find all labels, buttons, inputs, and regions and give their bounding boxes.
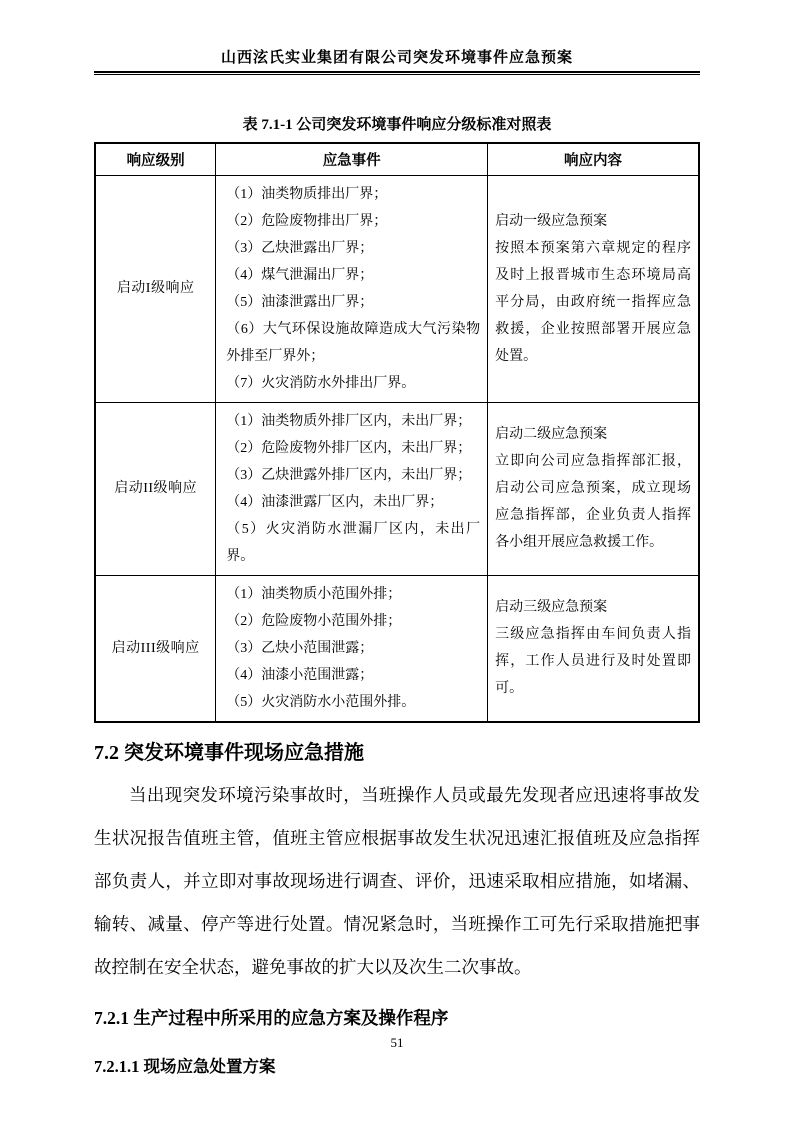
level-1-events [216,175,488,402]
event-item: （5）油漆泄露出厂界； [226,294,374,310]
response-line: 启动一级应急预案 [495,213,608,229]
running-header-title: 山西泫氏实业集团有限公司突发环境事件应急预案 [220,50,573,66]
level-3-events [216,575,488,722]
column-header-emergency-event: 应急事件 [216,143,488,175]
column-header-response-level: 响应级别 [95,143,216,175]
level-3-label: 启动III级响应 [95,575,216,722]
level-1-response [488,175,699,402]
response-line: 启动三级应急预案 [495,600,608,615]
section-paragraph-7-2: 当出现突发环境污染事故时，当班操作人员或最先发现者应迅速将事故发生状况报告值班主管，值班主管应根据事故发生状况迅速汇报值班及应急指挥部负责人，并立即对事故现场进行调查、评价，迅速采取相应措施，如堵漏、输转、减量、停产等进行处置。情况紧急时，当班操作工可先行采取措施把事故控制在安全状态，避免事故的扩大以及次生二次事故。 [94,784,700,977]
event-item: （1）油类物质排出厂界； [226,186,388,202]
section-heading-7-2-1-1: 7.2.1.1 现场应急处置方案 [94,1056,276,1076]
table-row-level-3 [95,575,699,722]
table-row-level-2 [95,402,699,575]
table-caption: 表 7.1-1 公司突发环境事件响应分级标准对照表 [242,117,552,133]
event-item: （4）煤气泄漏出厂界； [226,267,374,283]
event-item: （1）油类物质小范围外排； [226,586,402,602]
response-line: 按照本预案第六章规定的程序及时上报晋城市生态环境局高平分局，由政府统一指挥应急救援，企业按照部署开展应急处置。 [495,240,691,364]
event-item: （2）危险废物外排厂区内，未出厂界； [226,440,472,456]
event-item: （4）油漆小范围泄露； [226,667,374,683]
column-header-response-content: 响应内容 [488,143,699,175]
level-1-label: 启动I级响应 [95,175,216,402]
table-header-row [95,143,699,175]
event-item: （5）火灾消防水泄漏厂区内，未出厂界。 [226,521,481,564]
level-2-events [216,402,488,575]
table-row-level-1 [95,175,699,402]
level-3-response [488,575,699,722]
event-item: （2）危险废物排出厂界； [226,213,388,229]
event-item: （4）油漆泄露厂区内，未出厂界； [226,494,444,510]
section-heading-7-2: 7.2 突发环境事件现场应急措施 [94,741,364,764]
event-item: （2）危险废物小范围外排； [226,613,402,629]
event-item: （1）油类物质外排厂区内，未出厂界； [226,413,472,429]
event-item: （3）乙炔泄露出厂界； [226,240,374,256]
event-item: （3）乙炔泄露外排厂区内，未出厂界； [226,467,472,483]
response-line: 启动二级应急预案 [495,427,608,442]
response-line: 立即向公司应急指挥部汇报，启动公司应急预案，成立现场应急指挥部，企业负责人指挥各小组开展应急救援工作。 [495,454,691,550]
response-level-table [94,142,700,723]
level-2-response [488,402,699,575]
event-item: （3）乙炔小范围泄露； [226,640,374,656]
page-content [94,0,700,1077]
level-2-label: 启动II级响应 [95,402,216,575]
section-heading-7-2-1: 7.2.1 生产过程中所采用的应急方案及操作程序 [94,1007,449,1028]
header-double-rule [94,71,700,75]
event-item: （7）火灾消防水外排出厂界。 [226,375,416,391]
event-item: （6）大气环保设施故障造成大气污染物外排至厂界外； [226,321,481,364]
event-item: （5）火灾消防水小范围外排。 [226,694,416,710]
response-line: 三级应急指挥由车间负责人指挥，工作人员进行及时处置即可。 [495,627,691,696]
page-number: 51 [390,1035,404,1050]
